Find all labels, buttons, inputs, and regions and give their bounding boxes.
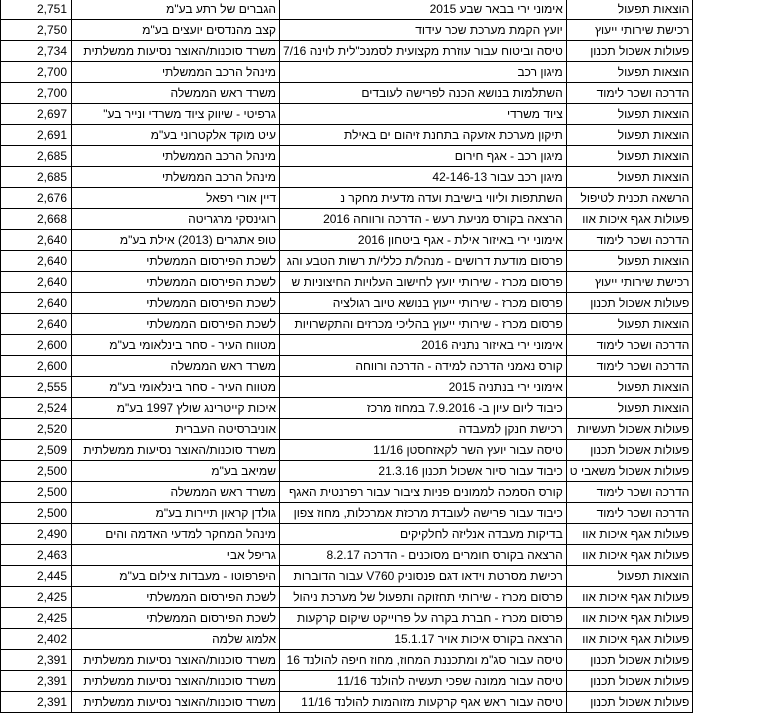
amount-cell: 2,463 <box>1 545 72 566</box>
category-cell: פעולות אגף איכות אוו <box>566 608 693 629</box>
table-row <box>1 146 693 167</box>
table-row <box>1 650 693 671</box>
amount-cell: 2,391 <box>1 692 72 713</box>
table-row <box>1 209 693 230</box>
amount-cell: 2,520 <box>1 419 72 440</box>
amount-cell: 2,555 <box>1 377 72 398</box>
description-cell: טיסה עבור ממונה שפכי תעשיה להולנד 11/16 <box>280 671 567 692</box>
supplier-cell: היפרפוטו - מעבדות צילום בע"מ <box>72 566 280 587</box>
table-row <box>1 503 693 524</box>
description-cell: כיבוד עבור סיור אשכול תכנון 21.3.16 <box>280 461 567 482</box>
description-cell: טיסה עבור יועץ השר לקאזחסטן 11/16 <box>280 440 567 461</box>
table-row <box>1 377 693 398</box>
category-cell: הוצאות תפעול <box>566 377 693 398</box>
table-row <box>1 251 693 272</box>
supplier-cell: משרד סוכנות/האוצר נסיעות ממשלתית <box>72 650 280 671</box>
category-cell: פעולות אגף איכות אוו <box>566 524 693 545</box>
supplier-cell: לשכת הפירסום הממשלתי <box>72 272 280 293</box>
description-cell: אימוני ירי בבאר שבע 2015 <box>280 0 567 20</box>
amount-cell: 2,640 <box>1 314 72 335</box>
amount-cell: 2,697 <box>1 104 72 125</box>
supplier-cell: רוגינסקי מרגריטה <box>72 209 280 230</box>
supplier-cell: מטווח העיר - סחר בינלאומי בע"מ <box>72 335 280 356</box>
description-cell: טיסה עבור סג"מ ומתכננת המחוז, מחוז חיפה להולנד 16 <box>280 650 567 671</box>
table-row <box>1 272 693 293</box>
supplier-cell: לשכת הפירסום הממשלתי <box>72 608 280 629</box>
category-cell: רכישת שירותי ייעוץ <box>566 20 693 41</box>
amount-cell: 2,685 <box>1 167 72 188</box>
supplier-cell: לשכת הפירסום הממשלתי <box>72 293 280 314</box>
amount-cell: 2,750 <box>1 20 72 41</box>
table-row <box>1 62 693 83</box>
supplier-cell: גולדן קראון תיירות בע"מ <box>72 503 280 524</box>
table-row <box>1 629 693 650</box>
amount-cell: 2,600 <box>1 335 72 356</box>
description-cell: בדיקות מעבדה אנליזה לחלקיקים <box>280 524 567 545</box>
category-cell: הרשאה תכנית לטיפול <box>566 188 693 209</box>
description-cell: מיגון רכב - אגף חירום <box>280 146 567 167</box>
category-cell: פעולות אגף איכות אוו <box>566 629 693 650</box>
description-cell: כיבוד ליום עיון ב- 7.9.2016 במחוז מרכז <box>280 398 567 419</box>
category-cell: הוצאות תפעול <box>566 104 693 125</box>
description-cell: פרסום מודעת דרושים - מנהל/ת כללי/ת רשות הטבע והג <box>280 251 567 272</box>
category-cell: פעולות אשכול תכנון <box>566 41 693 62</box>
description-cell: פרסום מכרז - שירותי ייעוץ בנושא טיוב רגולציה <box>280 293 567 314</box>
supplier-cell: משרד ראש הממשלה <box>72 356 280 377</box>
table-row <box>1 83 693 104</box>
category-cell: הוצאות תפעול <box>566 62 693 83</box>
amount-cell: 2,500 <box>1 503 72 524</box>
category-cell: רכישת שירותי ייעוץ <box>566 272 693 293</box>
supplier-cell: מינהל הרכב הממשלתי <box>72 146 280 167</box>
description-cell: ציוד משרדי <box>280 104 567 125</box>
category-cell: פעולות אשכול תכנון <box>566 440 693 461</box>
description-cell: כיבוד עבור פרישה לעובדת מרכזת אמרכלות, מחוז צפון <box>280 503 567 524</box>
description-cell: רכישת חנקן למעבדה <box>280 419 567 440</box>
supplier-cell: אלמוג שלמה <box>72 629 280 650</box>
supplier-cell: עיט מוקד אלקטרוני בע"מ <box>72 125 280 146</box>
category-cell: פעולות אשכול תכנון <box>566 650 693 671</box>
category-cell: הדרכה ושכר לימוד <box>566 230 693 251</box>
table-row <box>1 125 693 146</box>
amount-cell: 2,751 <box>1 0 72 20</box>
supplier-cell: משרד ראש הממשלה <box>72 482 280 503</box>
supplier-cell: איכות קייטרינג שולץ 1997 בע"מ <box>72 398 280 419</box>
table-body <box>1 0 693 713</box>
category-cell: פעולות אשכול תכנון <box>566 692 693 713</box>
supplier-cell: לשכת הפירסום הממשלתי <box>72 587 280 608</box>
table-row <box>1 314 693 335</box>
supplier-cell: מטווח העיר - סחר בינלאומי בע"מ <box>72 377 280 398</box>
category-cell: פעולות אשכול תעשיות <box>566 419 693 440</box>
category-cell: הדרכה ושכר לימוד <box>566 482 693 503</box>
category-cell: פעולות אגף איכות אוו <box>566 587 693 608</box>
description-cell: קורס נאמני הדרכה למידה - הדרכה ורווחה <box>280 356 567 377</box>
amount-cell: 2,700 <box>1 62 72 83</box>
category-cell: הוצאות תפעול <box>566 125 693 146</box>
amount-cell: 2,676 <box>1 188 72 209</box>
description-cell: רכישת מסרטת וידאו דגם פנסוניק V760 עבור הדוברות <box>280 566 567 587</box>
table-row <box>1 419 693 440</box>
amount-cell: 2,391 <box>1 650 72 671</box>
description-cell: אימוני ירי בנתניה 2015 <box>280 377 567 398</box>
supplier-cell: הגברים של רתע בע"מ <box>72 0 280 20</box>
table-row <box>1 356 693 377</box>
amount-cell: 2,600 <box>1 356 72 377</box>
supplier-cell: משרד סוכנות/האוצר נסיעות ממשלתית <box>72 671 280 692</box>
supplier-cell: משרד ראש הממשלה <box>72 83 280 104</box>
table-row <box>1 293 693 314</box>
description-cell: הרצאה בקורס מניעת רעש - הדרכה ורווחה 2016 <box>280 209 567 230</box>
supplier-cell: אוניברסיטה העברית <box>72 419 280 440</box>
table-row <box>1 566 693 587</box>
amount-cell: 2,425 <box>1 587 72 608</box>
amount-cell: 2,640 <box>1 230 72 251</box>
amount-cell: 2,509 <box>1 440 72 461</box>
amount-cell: 2,524 <box>1 398 72 419</box>
amount-cell: 2,668 <box>1 209 72 230</box>
table-row <box>1 167 693 188</box>
table-row <box>1 104 693 125</box>
table-row <box>1 545 693 566</box>
category-cell: הוצאות תפעול <box>566 146 693 167</box>
category-cell: הוצאות תפעול <box>566 314 693 335</box>
description-cell: פרסום מכרז - שירותי תחזוקה ותפעול של מערכת ניהול <box>280 587 567 608</box>
supplier-cell: מינהל המחקר למדעי האדמה והים <box>72 524 280 545</box>
category-cell: הדרכה ושכר לימוד <box>566 503 693 524</box>
amount-cell: 2,425 <box>1 608 72 629</box>
description-cell: יועץ הקמת מערכת שכר עידוד <box>280 20 567 41</box>
table-row <box>1 671 693 692</box>
supplier-cell: שמיאב בע"מ <box>72 461 280 482</box>
table-row <box>1 20 693 41</box>
supplier-cell: משרד סוכנות/האוצר נסיעות ממשלתית <box>72 692 280 713</box>
description-cell: פרסום מכרז - חברת בקרה על פרוייקט שיקום קרקעות <box>280 608 567 629</box>
category-cell: פעולות אשכול תכנון <box>566 671 693 692</box>
supplier-cell: לשכת הפירסום הממשלתי <box>72 314 280 335</box>
amount-cell: 2,700 <box>1 83 72 104</box>
amount-cell: 2,500 <box>1 461 72 482</box>
description-cell: מיגון רכב עבור 42-146-13 <box>280 167 567 188</box>
description-cell: מיגון רכב <box>280 62 567 83</box>
description-cell: פרסום מכרז - שירותי יועץ לחישוב העלויות החיצוניות ש <box>280 272 567 293</box>
amount-cell: 2,691 <box>1 125 72 146</box>
description-cell: תיקון מערכת אזעקה בתחנת זיהום ים באילת <box>280 125 567 146</box>
amount-cell: 2,445 <box>1 566 72 587</box>
table-row <box>1 335 693 356</box>
amount-cell: 2,640 <box>1 293 72 314</box>
description-cell: הרצאה בקורס איכות אויר 15.1.17 <box>280 629 567 650</box>
table-row <box>1 692 693 713</box>
supplier-cell: מינהל הרכב הממשלתי <box>72 62 280 83</box>
category-cell: הדרכה ושכר לימוד <box>566 83 693 104</box>
amount-cell: 2,490 <box>1 524 72 545</box>
amount-cell: 2,734 <box>1 41 72 62</box>
supplier-cell: לשכת הפירסום הממשלתי <box>72 251 280 272</box>
supplier-cell: משרד סוכנות/האוצר נסיעות ממשלתית <box>72 440 280 461</box>
amount-cell: 2,685 <box>1 146 72 167</box>
table-row <box>1 41 693 62</box>
table-row <box>1 230 693 251</box>
supplier-cell: משרד סוכנות/האוצר נסיעות ממשלתית <box>72 41 280 62</box>
amount-cell: 2,391 <box>1 671 72 692</box>
table-row <box>1 587 693 608</box>
category-cell: פעולות אגף איכות אוו <box>566 545 693 566</box>
supplier-cell: גריפל אבי <box>72 545 280 566</box>
description-cell: טיסה עבור ראש אגף קרקעות מזוהמות להולנד 11/16 <box>280 692 567 713</box>
description-cell: הרצאה בקורס חומרים מסוכנים - הדרכה 8.2.17 <box>280 545 567 566</box>
category-cell: הדרכה ושכר לימוד <box>566 335 693 356</box>
table-row <box>1 440 693 461</box>
amount-cell: 2,500 <box>1 482 72 503</box>
table-row <box>1 188 693 209</box>
amount-cell: 2,640 <box>1 251 72 272</box>
description-cell: השתלמות בנושא הכנה לפרישה לעובדים <box>280 83 567 104</box>
amount-cell: 2,402 <box>1 629 72 650</box>
table-row <box>1 482 693 503</box>
amount-cell: 2,640 <box>1 272 72 293</box>
category-cell: הוצאות תפעול <box>566 167 693 188</box>
table-row <box>1 0 693 20</box>
supplier-cell: דיין אורי רפאל <box>72 188 280 209</box>
category-cell: הדרכה ושכר לימוד <box>566 356 693 377</box>
supplier-cell: טופ אתגרים (2013) אילת בע"מ <box>72 230 280 251</box>
table-row <box>1 608 693 629</box>
category-cell: הוצאות תפעול <box>566 566 693 587</box>
description-cell: השתתפות וליווי בישיבת ועדה מדעית מחקר נ <box>280 188 567 209</box>
supplier-cell: קצב מהנדסים יועצים בע"מ <box>72 20 280 41</box>
table-row <box>1 524 693 545</box>
table-row <box>1 461 693 482</box>
category-cell: פעולות אגף איכות אוו <box>566 209 693 230</box>
description-cell: פרסום מכרז - שירותי ייעוץ בהליכי מכרזים והתקשרויות <box>280 314 567 335</box>
description-cell: אימוני ירי באיזור נתניה 2016 <box>280 335 567 356</box>
supplier-cell: מינהל הרכב הממשלתי <box>72 167 280 188</box>
table-row <box>1 398 693 419</box>
category-cell: הוצאות תפעול <box>566 251 693 272</box>
description-cell: קורס הסמכה לממונים פניות ציבור עבור רפרנטית האגף <box>280 482 567 503</box>
category-cell: פעולות אשכול תכנון <box>566 293 693 314</box>
supplier-cell: גרפיטי - שיווק ציוד משרדי ונייר בע" <box>72 104 280 125</box>
description-cell: אימוני ירי באיזור אילת - אגף ביטחון 2016 <box>280 230 567 251</box>
category-cell: הוצאות תפעול <box>566 0 693 20</box>
category-cell: פעולות אשכול משאבי ט <box>566 461 693 482</box>
description-cell: טיסה וביטוח עבור עוזרת מקצועית לסמנכ"לית לוינה 7/16 <box>280 41 567 62</box>
category-cell: הוצאות תפעול <box>566 398 693 419</box>
